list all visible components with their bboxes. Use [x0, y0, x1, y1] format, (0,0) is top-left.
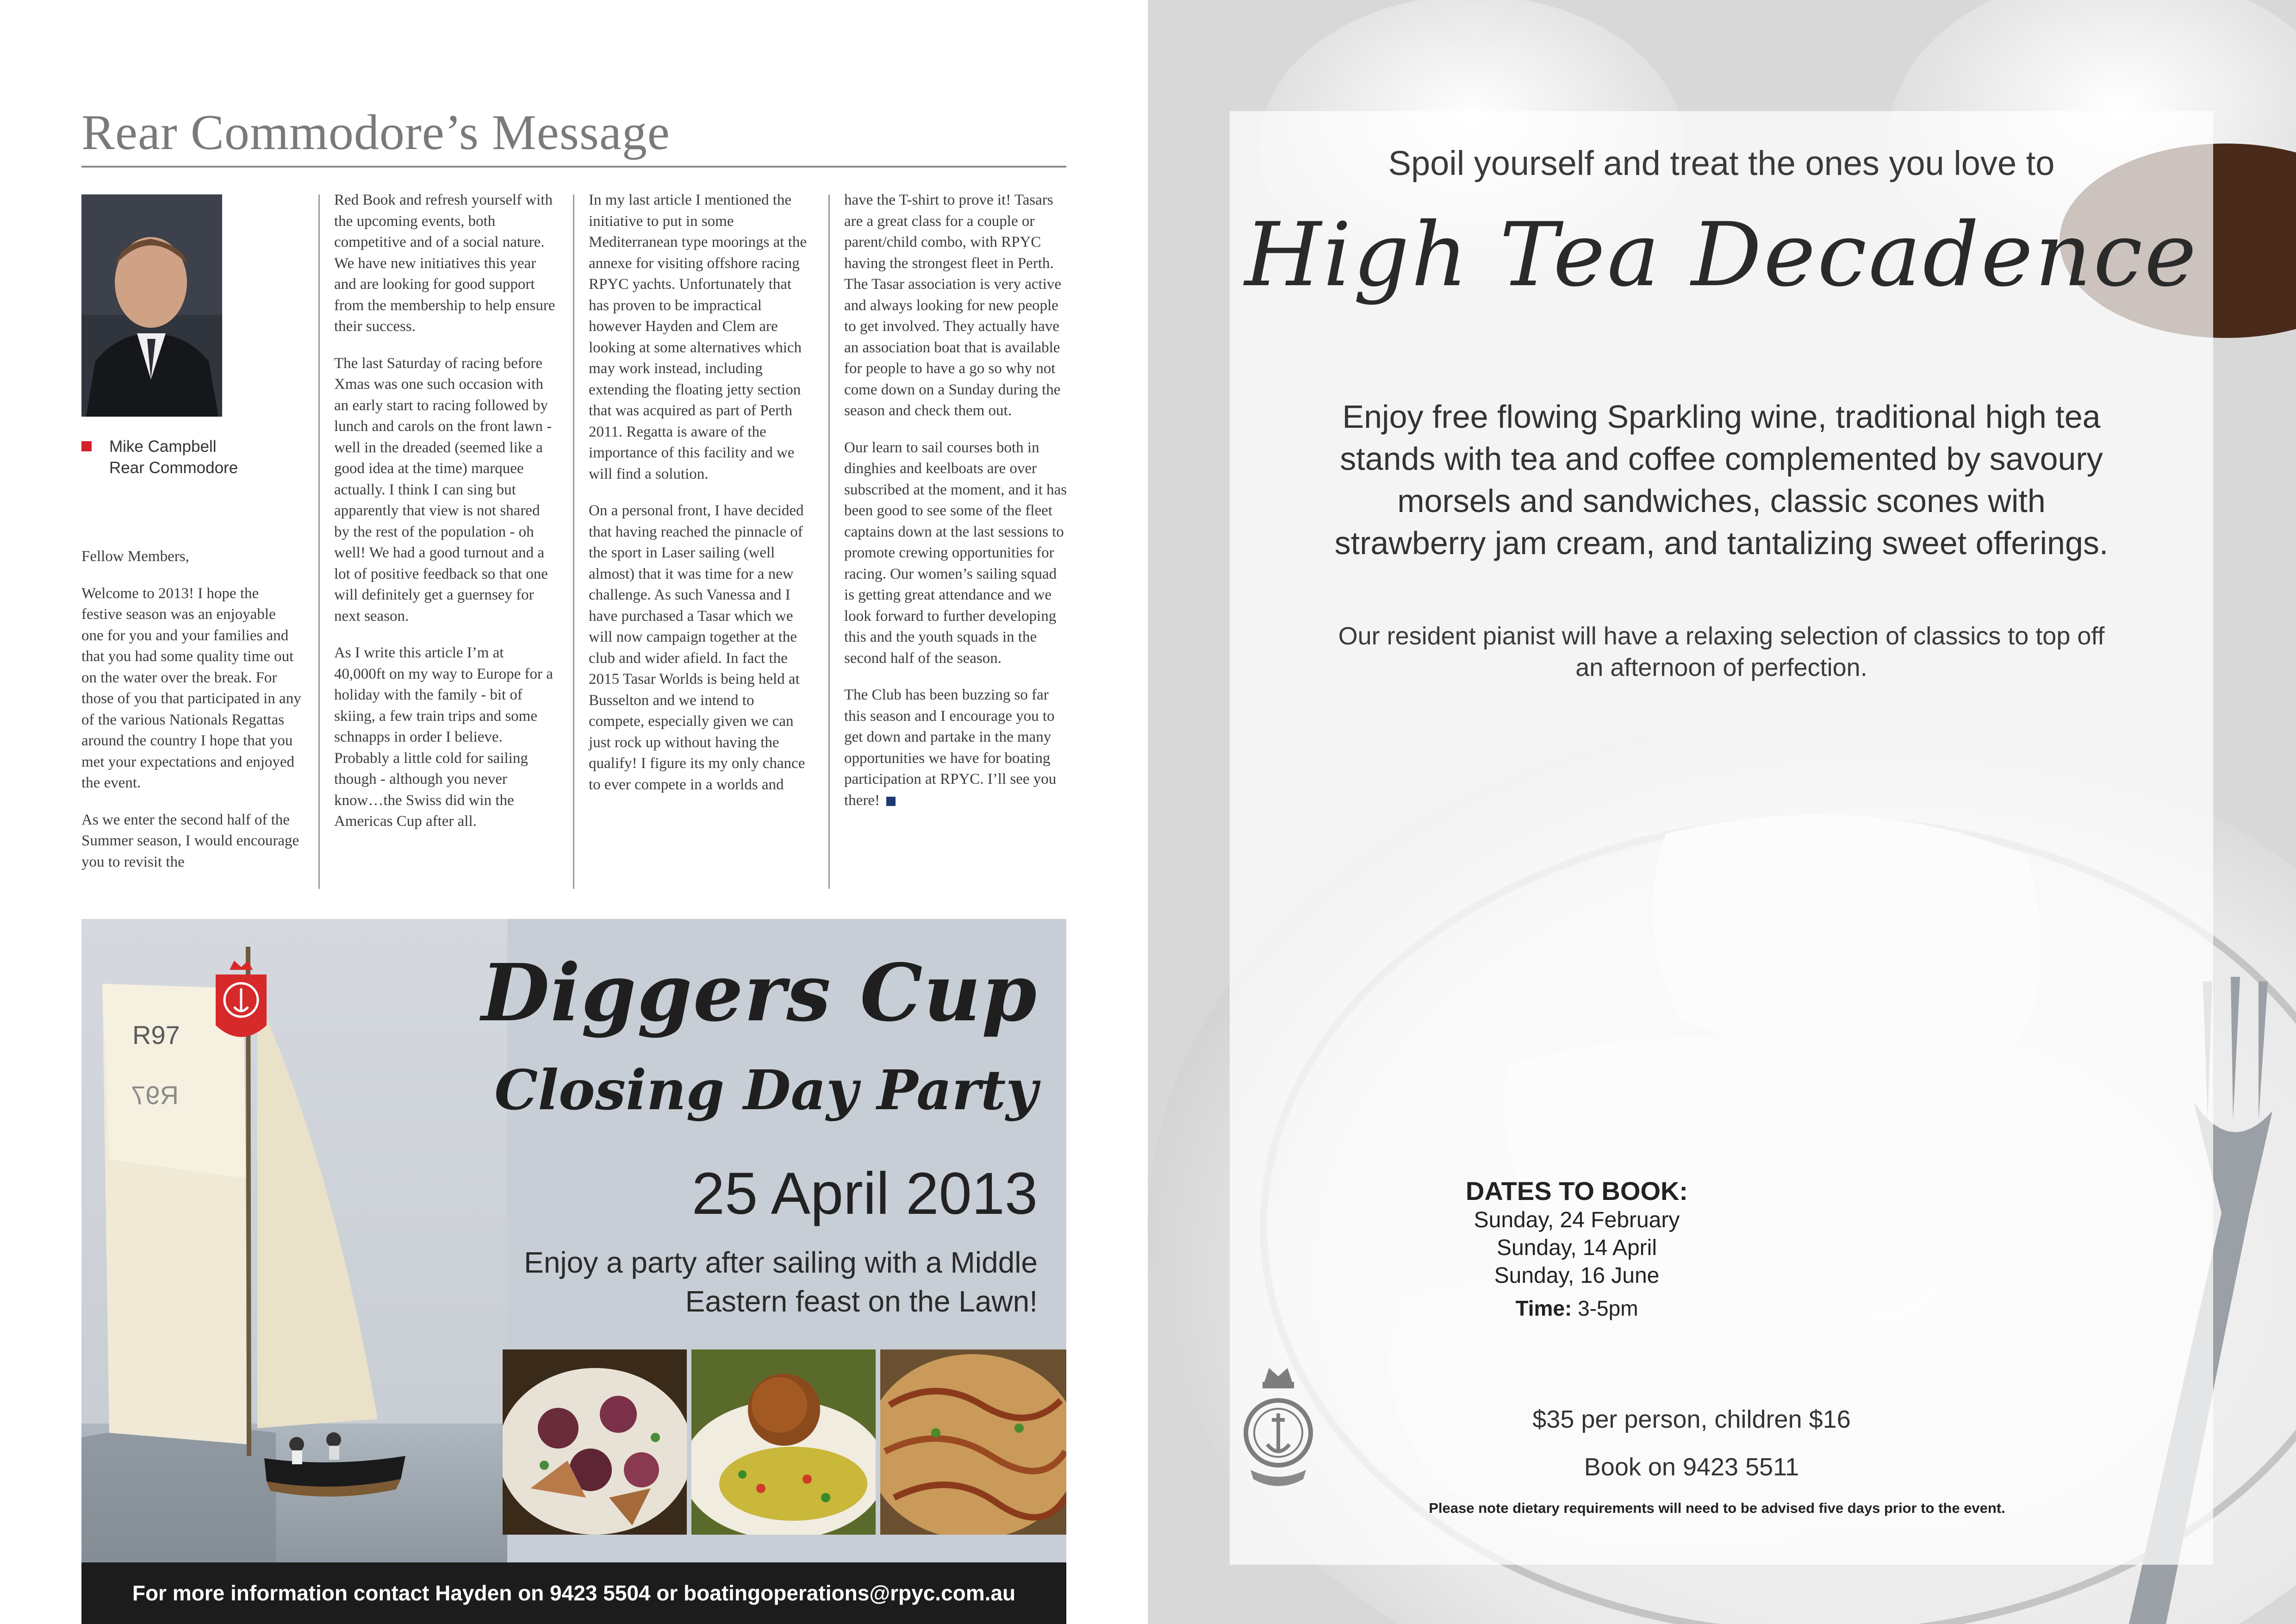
booking-date: Sunday, 16 June	[1494, 1263, 1660, 1288]
article-column-3	[589, 190, 813, 811]
article-paragraph: have the T-shirt to prove it! Tasars are a great class for a couple or parent/child combo, with RPYC having the strongest fleet in Perth. The Tasar association is very active and always looking for new people to get involved. They actually have an association boat that is available for people to have a go so why not come down on a Sunday during the season and check them out.	[844, 192, 1061, 419]
end-of-article-mark	[886, 797, 896, 806]
booking-date: Sunday, 14 April	[1496, 1236, 1657, 1260]
high-tea-description: Enjoy free flowing Sparkling wine, traditional high tea stands with tea and coffee complemented by savoury morsels and sandwiches, classic scones with strawberry jam cream, and tantalizing sweet offerings.	[1334, 399, 2109, 561]
portrait-caption	[81, 436, 238, 479]
high-tea-title: High Tea Decadence	[1244, 204, 2198, 306]
title-divider	[81, 166, 1066, 168]
pianist-note: Our resident pianist will have a relaxing selection of classics to top off an afternoon of perfection.	[1338, 622, 2105, 681]
caption-bullet	[81, 441, 92, 451]
article-paragraph: As we enter the second half of the Summer season, I would encourage you to revisit the	[81, 811, 299, 870]
article-title: Rear Commodore’s Message	[81, 105, 670, 160]
article-paragraph: Fellow Members,	[81, 548, 189, 565]
column-divider	[828, 194, 830, 889]
article-paragraph: Our learn to sail courses both in dinghies and keelboats are over subscribed at the moment, and it has been good to see some of the fleet captains down at the last sessions to promote crewing opportunities for racing. Our women’s sailing squad is getting great attendance and we look forward to further developing this and the youth squads in the second half of the season.	[844, 439, 1067, 667]
event-description: Enjoy a party after sailing with a Middle Eastern feast on the Lawn!	[524, 1246, 1038, 1318]
contact-info-bar: For more information contact Hayden on 9423 5504 or boatingoperations@rpyc.com.au	[81, 1562, 1066, 1624]
caption-name: Mike Campbell	[109, 437, 217, 456]
food-photo-figs	[503, 1349, 687, 1535]
high-tea-panel	[1230, 111, 2213, 1565]
column-divider	[318, 194, 320, 889]
rear-commodore-portrait	[81, 194, 222, 417]
article-paragraph: The last Saturday of racing before Xmas was one such occasion with an early start to racing followed by lunch and carols on the front lawn - well in the dreaded (seemed like a good idea at the time) marquee actually. I think I can sing but apparently that view is not shared by the rest of the population - oh well! We had a good turnout and a lot of positive feedback so that one will definitely get a guernsey for next season.	[334, 355, 552, 625]
price-info: $35 per person, children $16	[1532, 1405, 1851, 1433]
article-column-4	[844, 190, 1069, 827]
sailboat-image	[81, 919, 507, 1565]
article-column-1	[81, 546, 301, 888]
article-paragraph: On a personal front, I have decided that having reached the pinnacle of the sport in Laser sailing (well almost) that it was time for a new challenge. As such Vanessa and I have purchased a Tasar which we will now campaign together at the club and wider afield. In fact the 2015 Tasar Worlds is being held at Busselton and we intend to compete, especially given we can just rock up without having the qualify! I figure its my only chance to ever compete in a worlds and	[589, 502, 805, 793]
time-label: Time:	[1515, 1296, 1572, 1320]
dietary-note: Please note dietary requirements will need to be advised five days prior to the event.	[1429, 1500, 2005, 1516]
event-date: 25 April 2013	[691, 1161, 1038, 1227]
diggers-cup-title: Diggers Cup	[481, 947, 1038, 1039]
booking-date: Sunday, 24 February	[1474, 1208, 1680, 1232]
caption-role: Rear Commodore	[109, 459, 238, 477]
food-photo-rice-dish	[880, 1349, 1066, 1535]
article-paragraph: Welcome to 2013! I hope the festive season was an enjoyable one for you and your families and that you had some quality time out on the water over the break. For those of you that participated in any of the various Nationals Regattas around the country I hope that you met your expectations and enjoyed the event.	[81, 585, 301, 791]
sail-number-reversed: R97	[131, 1081, 179, 1110]
article-closing-text: The Club has been buzzing so far this season and I encourage you to get down and partake in the many opportunities we have for boating participation at RPYC. I’ll see you there!	[844, 687, 1057, 809]
booking-phone: Book on 9423 5511	[1584, 1453, 1799, 1481]
right-page	[1148, 0, 2296, 1624]
closing-day-subtitle: Closing Day Party	[494, 1058, 1038, 1122]
club-crest-icon	[1239, 1363, 1317, 1498]
sail-number: R97	[132, 1020, 180, 1049]
diggers-cup-ad	[81, 919, 1066, 1624]
event-time	[1461, 1290, 1692, 1327]
time-value: 3-5pm	[1578, 1296, 1638, 1320]
article-column-2	[334, 190, 556, 848]
high-tea-lead: Spoil yourself and treat the ones you love to	[1388, 144, 2055, 182]
article-paragraph: In my last article I mentioned the initiative to put in some Mediterranean type moorings at the annexe for visiting offshore racing RPYC yachts. Unfortunately that has proven to be impractical however Hayden and Clem are looking at some alternatives which may work instead, including extending the floating jetty section that was acquired as part of Perth 2011. Regatta is aware of the importance of this facility and we will find a solution.	[589, 192, 807, 482]
article-paragraph	[844, 685, 1069, 811]
booking-dates	[1461, 1176, 1692, 1327]
article-paragraph: As I write this article I’m at 40,000ft on my way to Europe for a holiday with the family - bit of skiing, a few train trips and some schnapps in order I believe. Probably a little cold for sailing though - although you never know…the Swiss did win the Americas Cup after all.	[334, 644, 553, 830]
food-photo-falafel	[691, 1349, 876, 1535]
column-divider	[573, 194, 574, 889]
dates-heading: DATES TO BOOK:	[1465, 1176, 1688, 1206]
article-paragraph: Red Book and refresh yourself with the upcoming events, both competitive and of a social nature. We have new initiatives this year and are looking for good support from the membership to help ensure their success.	[334, 192, 555, 335]
